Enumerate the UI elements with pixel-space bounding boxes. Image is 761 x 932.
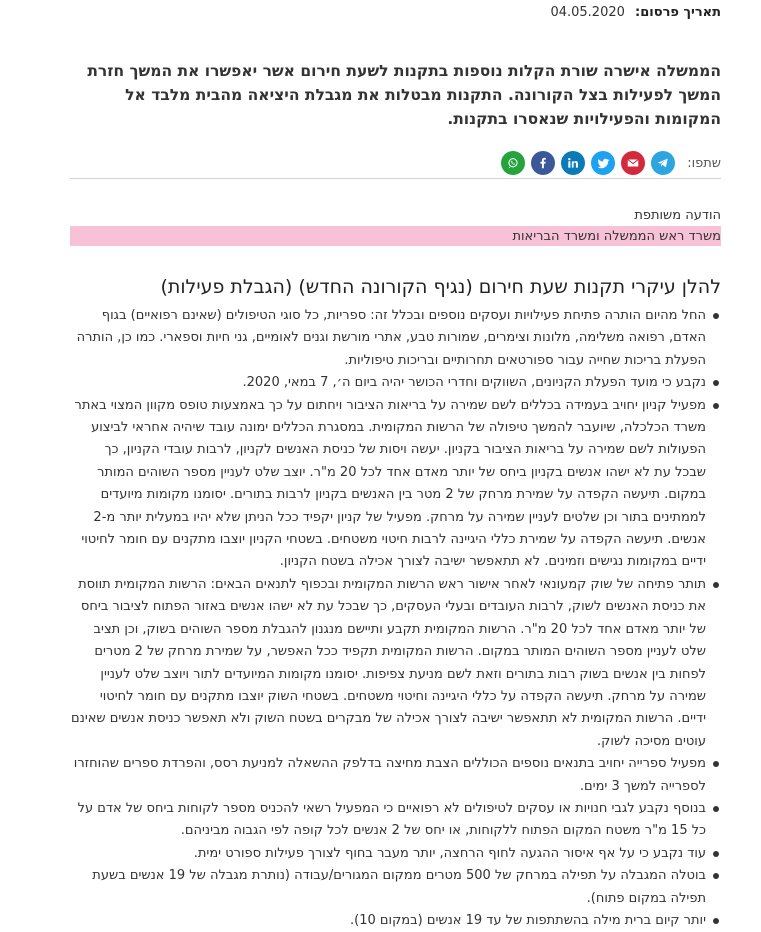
list-item: החל מהיום הותרה פתיחת פעילויות ועסקים נוספים ובכלל זה: ספריות, כל סוגי הטיפולים (שאינם רפואיים) בגוף האדם, רפואה משלימה, מלונות וצימרים, שמורות טבע, אתרי מורשת וגנים לאומיים, גני חיות וספארי. כמו כן, הותרה הפעלת בריכות שחייה עבור ספורטאים תחרותיים ובריכות טיפוליות.: [70, 305, 721, 372]
telegram-icon[interactable]: [651, 151, 675, 175]
joint-notice-label: הודעה משותפת: [634, 208, 721, 223]
share-icons: [501, 151, 675, 175]
article-lead: הממשלה אישרה שורת הקלות נוספות בתקנות לשעת חירום אשר יאפשרו את המשך חזרת המשך לפעילות בצל הקורונה. התקנות מבטלות את מגבלת היציאה מהבית מלבד אל המקומות והפעילויות שנאסרו בתקנות.: [87, 62, 721, 128]
ministries-text: משרד ראש הממשלה ומשרד הבריאות: [512, 229, 721, 244]
facebook-icon[interactable]: [531, 151, 555, 175]
list-item: מפעיל קניון יחויב בעמידה בכללים לשם שמירה על בריאות הציבור ויחתום על כך באמצעות טופס מקוון המצוי באתר משרד הכלכלה, שיועבר להמשך טיפולה של הרשות המקומית. במסגרת הכללים ימונה עובד שיהיה אחראי לביצוע הפעולות לשם שמירה על בריאות הציבור בקניון. יעשה ויסות של כניסת האנשים לקניון, לרבות עובדי הקניון, כך שבכל עת לא ישהו אנשים בקניון ביחס של יותר מאדם אחד לכל 20 מ"ר. יוצב שלט לעניין מספר השוהים המותר במקום. תיעשה הקפדה על שמירת מרחק של 2 מטר בין האנשים בקניון לרבות בתורים. יסומנו מקומות מיועדים לממתינים בתור וכן שלטים לעניין שמירה על מרחק. מפעיל של קניון יקפיד ככל הניתן שלא יהיו במעלית יותר מ-2 אנשים. תיעשה הקפדה על שמירת כללי היגיינה לרבות חיטוי משטחים. בשטחי הקניון יוצבו מתקנים עם חומר לחיטוי ידיים במקומות נגישים וזמינים. לא תתאפשר ישיבה לצורך אכילה בשטח הקניון.: [70, 395, 721, 574]
list-item: מפעיל ספרייה יחויב בתנאים נוספים הכוללים הצבת מחיצה בדלפק ההשאלה למניעת רסס, והפרדת ספרים שהוחזרו לספרייה למשך 3 ימים.: [70, 753, 721, 798]
list-item: תותר פתיחה של שוק קמעונאי לאחר אישור ראש הרשות המקומית ובכפוף לתנאים הבאים: הרשות המקומית תווסת את כניסת האנשים לשוק, לרבות העובדים ובעלי העסקים, כך שבכל עת לא ישהו אנשים באזור הפתוח לציבור ביחס של יותר מאדם אחד לכל 20 מ"ר. הרשות המקומית תקבע ותיישם מנגנון להגבלת מספר השוהים בשוק, וכן תציב שלט לעניין מספר השוהים המותר במקום. הרשות המקומית תקפיד ככל האפשר, על שמירת מרחק של 2 מטרים לפחות בין אנשים בשוק רבות בתורים וזאת לשם מניעת צפיפות. יסומנו מקומות המיועדים לתור ויוצב שלט לעניין שמירה על מרחק. תיעשה הקפדה על כללי היגיינה וחיטוי משטחים. בשטחי השוק יוצבו מתקנים עם חומר לחיטוי ידיים. הרשות המקומית לא תתאפשר ישיבה לצורך אכילה של מבקרים בשטח השוק ולא תאפשר כניסת אנשים שאינם עוטים מסיכה לשוק.: [70, 574, 721, 753]
list-item: יותר קיום ברית מילה בהשתתפות של עד 19 אנשים (במקום 10).: [70, 910, 721, 932]
publish-date-line: [550, 5, 721, 20]
share-label: שתפו:: [687, 155, 721, 171]
list-item: בנוסף נקבע לגבי חנויות או עסקים לטיפולים לא רפואיים כי המפעיל רשאי להכניס מספר לקוחות ביחס של אדם על כל 15 מ"ר משטח המקום הפתוח ללקוחות, או יחס של 2 אנשים לכל קופה לפי הגבוה מביניהם.: [70, 798, 721, 843]
regulations-list: [70, 305, 721, 932]
twitter-icon[interactable]: [591, 151, 615, 175]
list-item: בוטלה המגבלה על תפילה במרחק של 500 מטרים ממקום המגורים/עבודה (נותרת מגבלה של 19 אנשים בשעת תפילה במקום פתוח).: [70, 865, 721, 910]
ministries-bar: [70, 226, 721, 246]
share-bar: [70, 149, 721, 177]
whatsapp-icon[interactable]: [501, 151, 525, 175]
publish-date-label: תאריך פרסום:: [635, 5, 721, 20]
list-item: נקבע כי מועד הפעלת הקניונים, השווקים וחדרי הכושר יהיה ביום ה׳, 7 במאי, 2020.: [70, 372, 721, 394]
list-item: עוד נקבע כי על אף איסור ההגעה לחוף הרחצה, יותר מעבר בחוף לצורך פעילות ספורט ימית.: [70, 843, 721, 865]
email-icon[interactable]: [621, 151, 645, 175]
publish-date: 04.05.2020: [550, 5, 625, 20]
divider: [70, 178, 721, 179]
linkedin-icon[interactable]: [561, 151, 585, 175]
section-title: להלן עיקרי תקנות שעת חירום (נגיף הקורונה החדש) (הגבלת פעילות): [160, 276, 721, 298]
